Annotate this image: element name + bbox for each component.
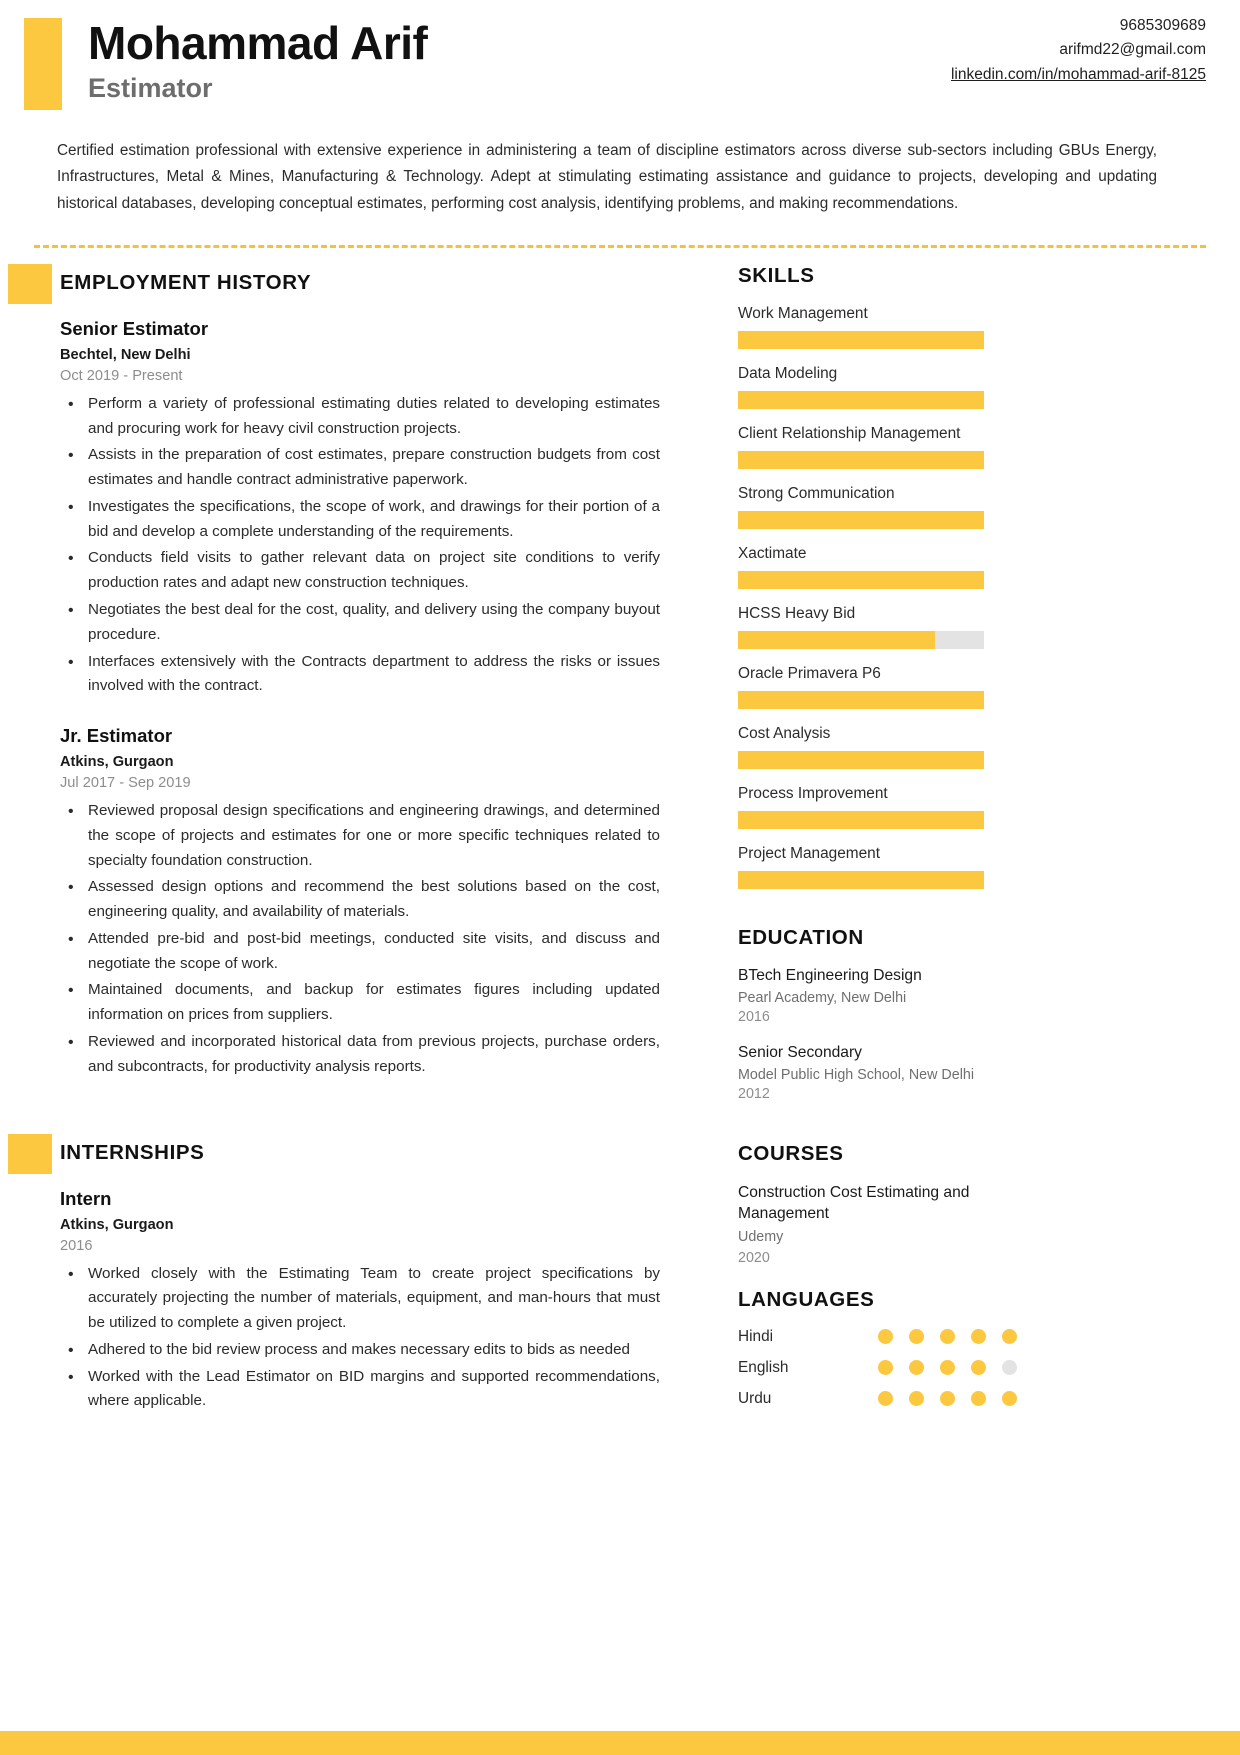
skill-bar-fill (738, 451, 984, 469)
job-company: Bechtel, New Delhi (60, 346, 191, 363)
course-year: 2020 (738, 1249, 770, 1266)
bullet-item: • Interfaces extensively with the Contracts department to address the risks or issues involved with the contract. (60, 650, 660, 700)
footer-accent-bar (0, 1731, 1240, 1755)
education-heading: EDUCATION (738, 926, 864, 950)
skill-bar-track (738, 871, 984, 889)
education-school: Pearl Academy, New Delhi (738, 989, 907, 1006)
skill-label: Strong Communication (738, 484, 895, 502)
heading-label: EMPLOYMENT HISTORY (60, 270, 312, 294)
bullet-item: • Investigates the specifications, the scope of work, and drawings for their portion of a bid and develop a complete understanding of the requirements. (60, 495, 660, 545)
bullet-item: • Worked closely with the Estimating Team to create project specifications by accurately projecting the number of materials, equipment, and man-hours that must be utilized to complete a given project. (60, 1262, 660, 1336)
rating-dot-filled (909, 1329, 924, 1344)
skill-bar-fill (738, 751, 984, 769)
header-accent-bar (24, 18, 62, 110)
skill-label: Data Modeling (738, 364, 838, 382)
job-title: Senior Estimator (60, 317, 209, 339)
job-entry (0, 318, 708, 699)
rating-dot-filled (940, 1360, 955, 1375)
skill-bar-fill (738, 691, 984, 709)
rating-dot-filled (971, 1360, 986, 1375)
employment-history-heading (0, 264, 708, 304)
skill-item (738, 664, 1170, 709)
left-column (0, 264, 708, 1440)
job-title: Jr. Estimator (60, 725, 173, 747)
contact-phone: 9685309689 (1119, 17, 1206, 34)
bullet-item: • Worked with the Lead Estimator on BID margins and supported recommendations, where applicable. (60, 1365, 660, 1415)
contact-block (951, 14, 1206, 87)
language-label: English (738, 1358, 789, 1376)
rating-dot-filled (971, 1391, 986, 1406)
education-school: Model Public High School, New Delhi (738, 1066, 975, 1083)
language-row (738, 1390, 1170, 1408)
skill-bar-fill (738, 391, 984, 409)
rating-dot-filled (971, 1329, 986, 1344)
internship-company: Atkins, Gurgaon (60, 1216, 174, 1233)
skill-label: HCSS Heavy Bid (738, 604, 856, 622)
right-column (708, 264, 1170, 1440)
rating-dot-filled (878, 1329, 893, 1344)
skill-bar-fill (738, 511, 984, 529)
language-rating-dots (878, 1391, 1017, 1406)
job-company: Atkins, Gurgaon (60, 754, 174, 771)
language-rating-dots (878, 1329, 1017, 1344)
internship-bullets (60, 1262, 708, 1415)
skill-bar-fill (738, 571, 984, 589)
job-dates: Jul 2017 - Sep 2019 (60, 775, 191, 792)
skill-label: Project Management (738, 845, 881, 863)
skill-label: Oracle Primavera P6 (738, 664, 881, 682)
skill-label: Xactimate (738, 544, 807, 562)
skill-item (738, 364, 1170, 409)
internship-entry (0, 1188, 708, 1415)
language-rating-dots (878, 1360, 1017, 1375)
skills-heading: SKILLS (738, 263, 815, 287)
bullet-item: • Conducts field visits to gather relevant data on project site conditions to verify production rates and adapt new construction techniques. (60, 546, 660, 596)
job-bullets (60, 799, 708, 1079)
skill-bar-track (738, 691, 984, 709)
skill-bar-track (738, 571, 984, 589)
education-item (738, 1043, 1170, 1102)
education-degree: Senior Secondary (738, 1043, 862, 1061)
skill-label: Process Improvement (738, 785, 888, 803)
name-block (88, 18, 427, 104)
skill-bar-track (738, 811, 984, 829)
bullet-item: • Assessed design options and recommend the best solutions based on the cost, engineering quality, and availability of materials. (60, 875, 660, 925)
header (0, 0, 1240, 128)
bullet-item: • Reviewed and incorporated historical data from previous projects, purchase orders, and subcontracts, for productivity analysis reports. (60, 1030, 660, 1080)
internship-title: Intern (60, 1187, 112, 1209)
candidate-name: Mohammad Arif (88, 17, 428, 69)
skill-bar-fill (738, 631, 935, 649)
contact-email: arifmd22@gmail.com (1059, 41, 1206, 59)
education-item (738, 966, 1170, 1025)
skill-bar-track (738, 631, 984, 649)
rating-dot-filled (940, 1329, 955, 1344)
skill-label: Work Management (738, 304, 868, 322)
bullet-item: • Attended pre-bid and post-bid meetings, conducted site visits, and discuss and negotiate the scope of work. (60, 927, 660, 977)
internship-dates: 2016 (60, 1237, 93, 1254)
heading-accent-block (8, 1134, 52, 1174)
skills-list (738, 304, 1170, 889)
rating-dot-filled (1002, 1391, 1017, 1406)
rating-dot-empty (1002, 1360, 1017, 1375)
education-degree: BTech Engineering Design (738, 967, 922, 985)
rating-dot-filled (878, 1360, 893, 1375)
language-label: Hindi (738, 1327, 774, 1345)
language-row (738, 1359, 1170, 1377)
skill-bar-fill (738, 871, 984, 889)
courses-heading: COURSES (738, 1141, 844, 1165)
bullet-item: • Perform a variety of professional estimating duties related to developing estimates and procuring work for heavy civil construction projects. (60, 392, 660, 442)
skill-item (738, 304, 1170, 349)
skill-bar-fill (738, 811, 984, 829)
skill-item (738, 484, 1170, 529)
body-columns (0, 264, 1240, 1440)
skill-bar-track (738, 751, 984, 769)
course-provider: Udemy (738, 1228, 784, 1245)
skill-item (738, 544, 1170, 589)
courses-list (738, 1182, 1170, 1266)
rating-dot-filled (878, 1391, 893, 1406)
candidate-role: Estimator (88, 72, 213, 103)
rating-dot-filled (909, 1360, 924, 1375)
skill-label: Client Relationship Management (738, 424, 961, 442)
job-entry (0, 725, 708, 1079)
skill-bar-track (738, 331, 984, 349)
internships-heading (0, 1134, 708, 1174)
education-year: 2012 (738, 1085, 770, 1102)
education-year: 2016 (738, 1008, 770, 1025)
heading-label: INTERNSHIPS (60, 1140, 205, 1164)
skill-item (738, 424, 1170, 469)
course-item (738, 1182, 1170, 1266)
language-row (738, 1328, 1170, 1346)
section-divider (34, 245, 1206, 248)
skill-item (738, 784, 1170, 829)
education-list (738, 966, 1170, 1102)
rating-dot-filled (940, 1391, 955, 1406)
bullet-item: • Maintained documents, and backup for estimates figures including updated information on prices from suppliers. (60, 978, 660, 1028)
languages-list (738, 1328, 1170, 1408)
skill-item (738, 724, 1170, 769)
bullet-item: • Reviewed proposal design specifications and engineering drawings, and determined the scope of projects and estimates for one or more specific techniques related to specialty foundation construction. (60, 799, 660, 873)
rating-dot-filled (1002, 1329, 1017, 1344)
rating-dot-filled (909, 1391, 924, 1406)
professional-summary: Certified estimation professional with extensive experience in administering a team of discipline estimators across diverse sub-sectors including GBUs Energy, Infrastructures, Metal & Mines, Manufacturing & Technology. Adept at stimulating estimating assistance and guidance to projects, developing and updating historical databases, developing conceptual estimates, performing cost analysis, identifying problems, and making recommendations. (57, 142, 1157, 212)
skill-bar-track (738, 511, 984, 529)
job-dates: Oct 2019 - Present (60, 367, 183, 384)
skill-bar-fill (738, 331, 984, 349)
course-title: Construction Cost Estimating and Management (738, 1183, 970, 1223)
contact-linkedin-link[interactable]: linkedin.com/in/mohammad-arif-8125 (950, 65, 1206, 83)
skill-bar-track (738, 391, 984, 409)
languages-heading: LANGUAGES (738, 1287, 875, 1311)
language-label: Urdu (738, 1389, 772, 1407)
bullet-item: • Adhered to the bid review process and makes necessary edits to bids as needed (60, 1338, 660, 1363)
bullet-item: • Assists in the preparation of cost estimates, prepare construction budgets from cost estimates and handle contract administrative paperwork. (60, 443, 660, 493)
bullet-item: • Negotiates the best deal for the cost, quality, and delivery using the company buyout procedure. (60, 598, 660, 648)
job-bullets (60, 392, 708, 699)
heading-accent-block (8, 264, 52, 304)
skill-item (738, 844, 1170, 889)
skill-bar-track (738, 451, 984, 469)
skill-item (738, 604, 1170, 649)
skill-label: Cost Analysis (738, 725, 831, 742)
